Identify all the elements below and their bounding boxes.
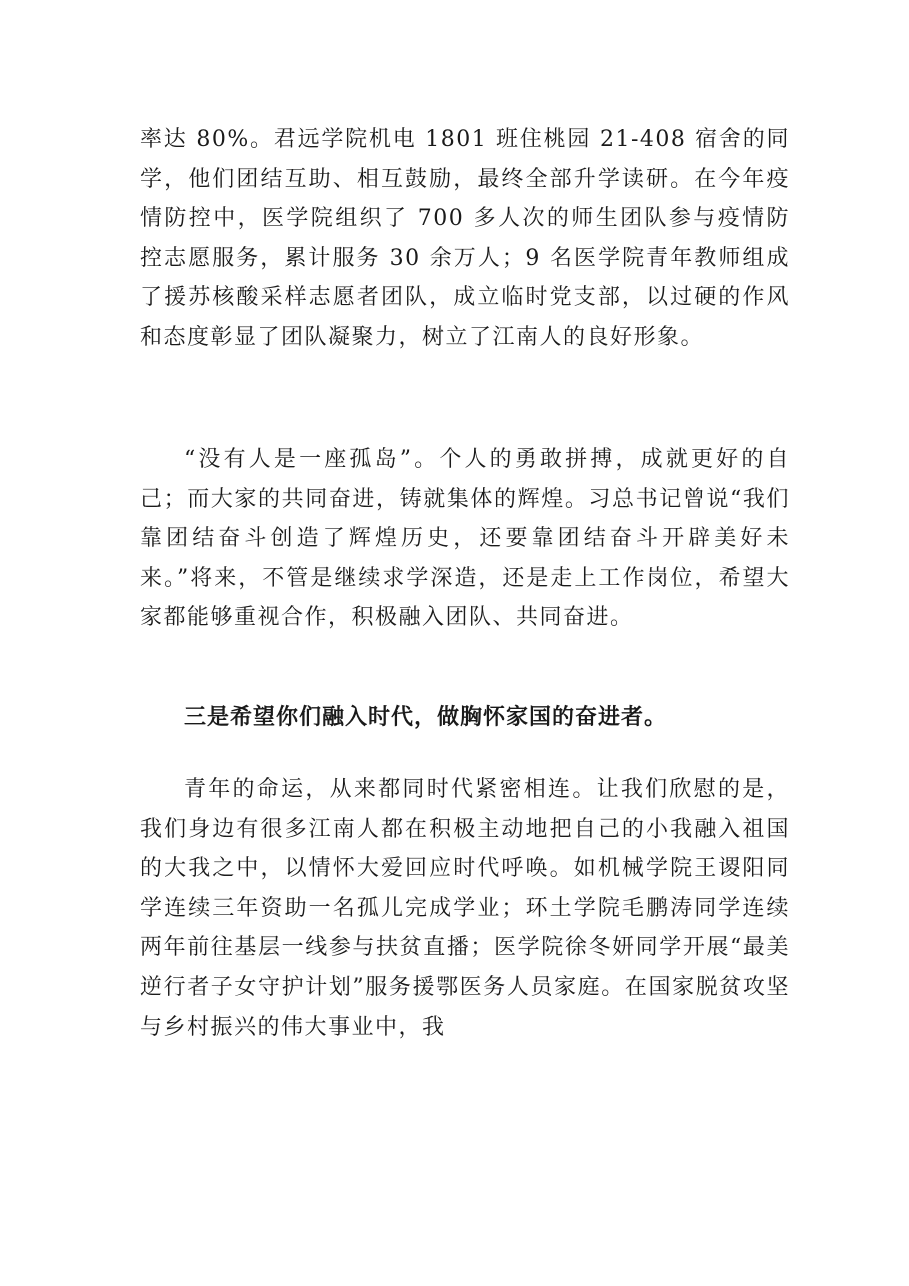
paragraph-no-man-is-an-island: “没有人是一座孤岛”。个人的勇敢拼搏，成就更好的自己；而大家的共同奋进，铸就集体的辉煌。习总书记曾说“我们靠团结奋斗创造了辉煌历史，还要靠团结奋斗开辟美好未来。”将来，不管是继续求学深造，还是走上工作岗位，希望大家都能够重视合作，积极融入团队、共同奋进。	[140, 447, 790, 631]
paragraph-team-examples: 率达 80%。君远学院机电 1801 班住桃园 21-408 宿舍的同学，他们团结互助、相互鼓励，最终全部升学读研。在今年疫情防控中，医学院组织了 700 多人次的师生团队参与疫情防控志愿服务，累计服务 30 余万人；9 名医学院青年教师组成了援苏核酸采样志愿者团队，成立临时党支部，以过硬的作风和态度彰显了团队凝聚力，树立了江南人的良好形象。	[140, 127, 790, 350]
section-heading-third-hope: 三是希望你们融入时代，做胸怀家国的奋进者。	[184, 705, 668, 730]
document-page	[140, 120, 790, 1047]
paragraph-youth-and-era: 青年的命运，从来都同时代紧密相连。让我们欣慰的是，我们身边有很多江南人都在积极主动地把自己的小我融入祖国的大我之中，以情怀大爱回应时代呼唤。如机械学院王谡阳同学连续三年资助一名孤儿完成学业；环土学院毛鹏涛同学连续两年前往基层一线参与扶贫直播；医学院徐冬妍同学开展“最美逆行者子女守护计划”服务援鄂医务人员家庭。在国家脱贫攻坚与乡村振兴的伟大事业中，我	[140, 777, 790, 1040]
